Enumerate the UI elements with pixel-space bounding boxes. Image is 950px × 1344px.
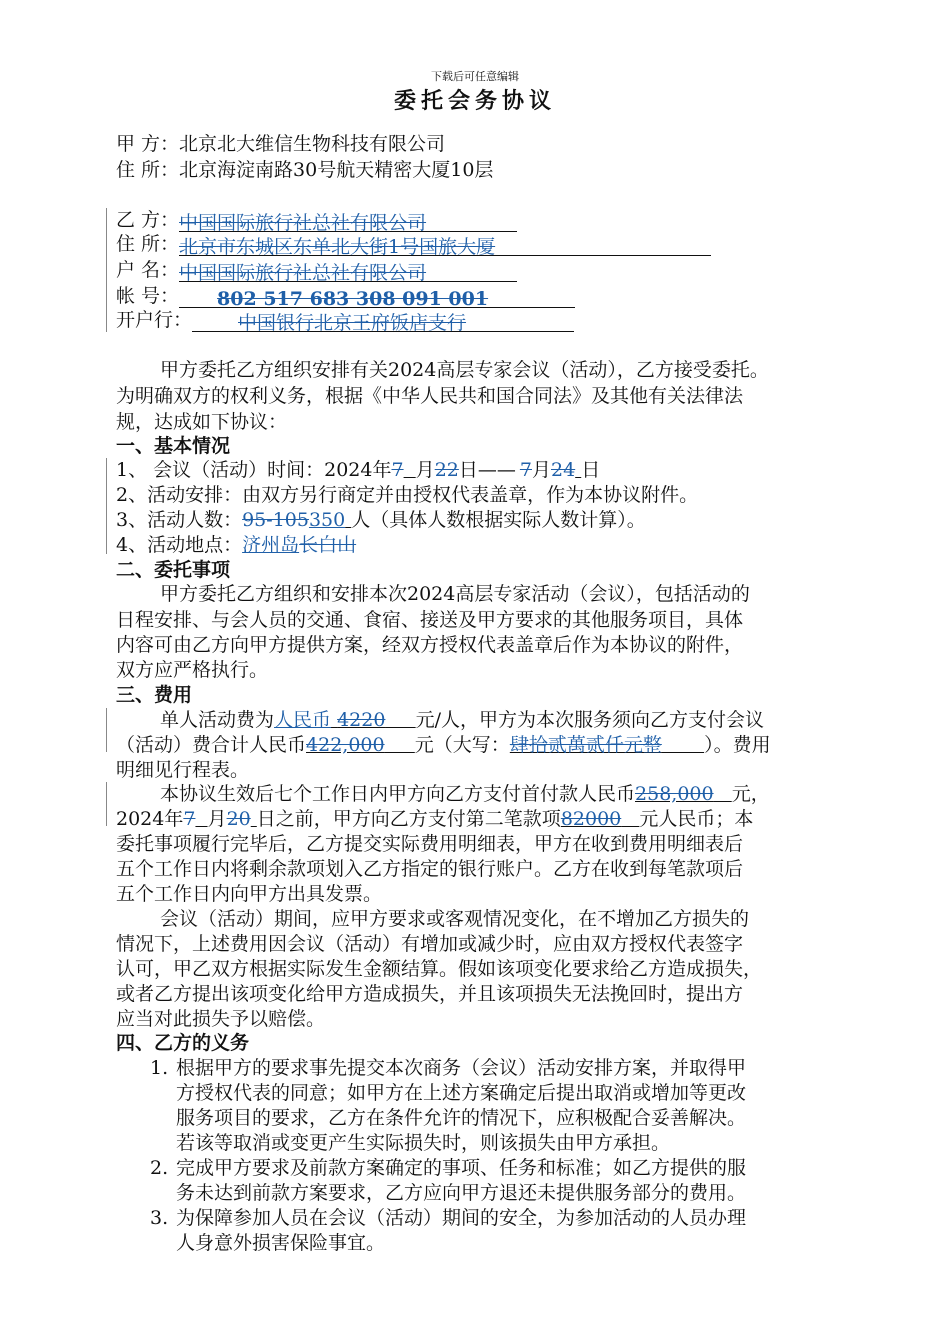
duty-1-line-4: 若该等取消或变更产生实际损失时，则该损失由甲方承担。 (176, 1132, 671, 1154)
adjustment-line-1: 会议（活动）期间，应甲方要求或客观情况变化，在不增加乙方损失的 (160, 908, 750, 930)
edit-note: 下载后可任意编辑 (431, 70, 519, 83)
intro-line-2: 为明确双方的权利义务，根据《中华人民共和国合同法》及其他有关法律法 (116, 385, 744, 407)
section-2-line-4: 双方应严格执行。 (116, 659, 269, 681)
payment-line-5: 五个工作日内向甲方出具发票。 (116, 883, 383, 905)
new-attendee-count: 350 (308, 509, 346, 531)
payment-line-2: 2024年7 月20 日之前，甲方向乙方支付第二笔款项82000 元人民币；本 (116, 808, 754, 830)
section-4-heading: 四、乙方的义务 (116, 1032, 250, 1054)
list-number: 3. (150, 1207, 169, 1229)
duty-1-line-1: 根据甲方的要求事先提交本次商务（会议）活动安排方案，并取得甲 (176, 1057, 747, 1079)
second-payment: 82000 (560, 808, 622, 830)
section-1-heading: 一、基本情况 (116, 435, 231, 457)
revision-bar (106, 708, 107, 752)
intro-line-3: 规，达成如下协议： (116, 411, 288, 433)
activity-arrangement-line: 2、活动安排：由双方另行商定并由授权代表盖章，作为本协议附件。 (116, 484, 699, 506)
section-3-heading: 三、费用 (116, 684, 193, 706)
first-payment: 258,000 (635, 783, 714, 805)
bank-name: 中国银行北京王府饭店支行 (238, 312, 467, 334)
old-attendee-count: 95-105 (242, 509, 309, 531)
party-a-address-line: 住 所：北京海淀南路30号航天精密大厦10层 (116, 159, 494, 181)
section-2-line-1: 甲方委托乙方组织和安排本次2024高层专家活动（会议），包括活动的 (160, 583, 750, 605)
party-a-address: 北京海淀南路30号航天精密大厦10层 (179, 159, 494, 181)
party-b-name-line: 乙 方：中国国际旅行社总社有限公司 (116, 208, 517, 233)
duty-3-line-2: 人身意外损害保险事宜。 (176, 1232, 386, 1254)
payment-line-3: 委托事项履行完毕后，乙方提交实际费用明细表，甲方在收到费用明细表后 (116, 833, 744, 855)
account-number: 802 517 683 308 091 001 (217, 288, 489, 310)
fee-line-2: （活动）费合计人民币422,000 元（大写：肆拾贰萬贰仟元整 ）。费用 (116, 734, 771, 756)
party-b-address: 北京市东城区东单北大街1号国旅大厦 (179, 236, 496, 258)
section-2-line-3: 内容可由乙方向甲方提供方案，经双方授权代表盖章后作为本协议的附件， (116, 634, 744, 656)
adjustment-line-4: 或者乙方提出该项变化给甲方造成损失，并且该项损失无法挽回时，提出方 (116, 983, 744, 1005)
fee-line-1: 单人活动费为人民币 4220 元/人，甲方为本次服务须向乙方支付会议 (160, 709, 765, 731)
list-number: 1. (150, 1057, 169, 1079)
payment-line-4: 五个工作日内将剩余款项划入乙方指定的银行账户。乙方在收到每笔款项后 (116, 858, 744, 880)
account-name: 中国国际旅行社总社有限公司 (179, 262, 427, 284)
revision-bar (106, 782, 107, 826)
bank-line: 开户行： 中国银行北京王府饭店支行 (116, 308, 574, 333)
old-venue: 长白山 (299, 534, 357, 556)
party-b-address-line: 住 所：北京市东城区东单北大街1号国旅大厦 (116, 232, 711, 257)
total-fee-words: 肆拾贰萬贰仟元整 (509, 734, 662, 756)
venue-line: 4、活动地点：济州岛长白山 (116, 534, 357, 556)
duty-1-line-3: 服务项目的要求，乙方在条件允许的情况下，应积极配合妥善解决。 (176, 1107, 747, 1129)
fee-line-3: 明细见行程表。 (116, 759, 250, 781)
list-number: 2. (150, 1157, 169, 1179)
account-name-line: 户 名：中国国际旅行社总社有限公司 (116, 258, 517, 283)
duty-1-line-2: 方授权代表的同意；如甲方在上述方案确定后提出取消或增加等更改 (176, 1082, 747, 1104)
party-b-name: 中国国际旅行社总社有限公司 (179, 212, 427, 234)
adjustment-line-2: 情况下，上述费用因会议（活动）有增加或减少时，应由双方授权代表签字 (116, 933, 744, 955)
duty-2-line-2: 务未达到前款方案要求，乙方应向甲方退还未提供服务部分的费用。 (176, 1182, 747, 1204)
section-2-heading: 二、委托事项 (116, 559, 231, 581)
section-2-line-2: 日程安排、与会人员的交通、食宿、接送及甲方要求的其他服务项目，具体 (116, 609, 744, 631)
total-fee: 422,000 (306, 734, 385, 756)
duty-2-line-1: 完成甲方要求及前款方案确定的事项、任务和标准；如乙方提供的服 (176, 1157, 747, 1179)
intro-line-1: 甲方委托乙方组织安排有关2024高层专家会议（活动），乙方接受委托。 (160, 359, 769, 381)
party-a-name-line: 甲 方：北京北大维信生物科技有限公司 (116, 133, 446, 155)
account-number-line: 帐 号： 802 517 683 308 091 001 (116, 284, 575, 309)
duty-3-line-1: 为保障参加人员在会议（活动）期间的安全，为参加活动的人员办理 (176, 1207, 747, 1229)
attendee-count-line: 3、活动人数：95-105350 人（具体人数根据实际人数计算）。 (116, 509, 646, 531)
adjustment-line-3: 认可，甲乙双方根据实际发生金额结算。假如该项变化要求给乙方造成损失， (116, 958, 763, 980)
revision-bar (106, 208, 107, 332)
unit-fee: 4220 (337, 709, 386, 731)
document-title: 委托会务协议 (393, 88, 556, 114)
party-a-name: 北京北大维信生物科技有限公司 (179, 133, 446, 155)
new-venue: 济州岛 (242, 534, 300, 556)
adjustment-line-5: 应当对此损失予以赔偿。 (116, 1008, 326, 1030)
revision-bar (106, 458, 107, 554)
payment-line-1: 本协议生效后七个工作日内甲方向乙方支付首付款人民币258,000 元， (160, 783, 770, 805)
meeting-time-line: 1、 会议（活动）时间：2024年7 月22日—— 7月24 日 (116, 459, 601, 481)
